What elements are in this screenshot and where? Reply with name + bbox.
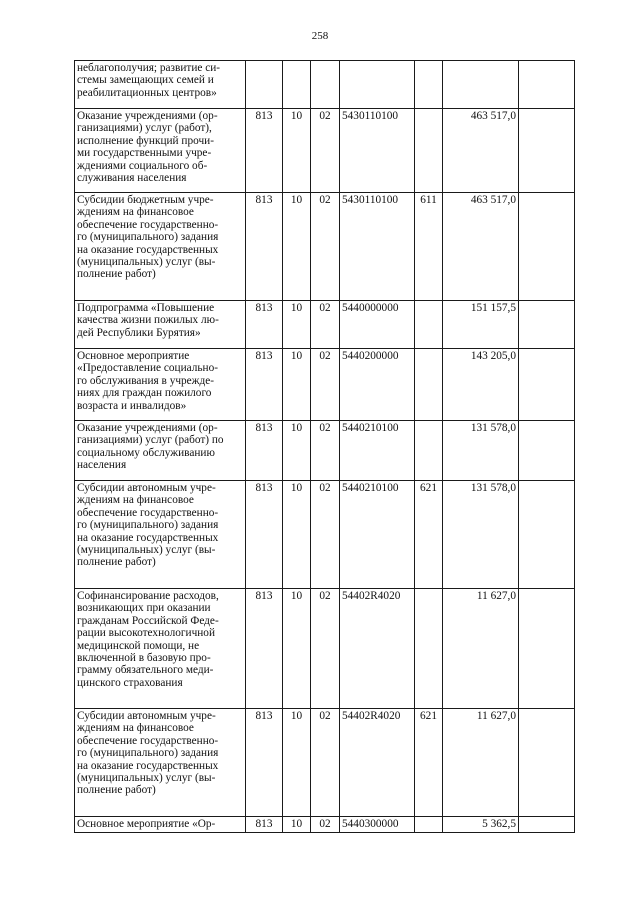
vr-cell: 621 — [415, 709, 443, 817]
amount-cell — [443, 61, 519, 109]
table-row — [75, 349, 575, 421]
row-name-line: Оказание учреждениями (ор- — [77, 110, 218, 122]
pr-cell: 02 — [311, 109, 340, 193]
amount-cell: 131 578,0 — [443, 481, 519, 589]
csr-cell: 5440200000 — [340, 349, 415, 421]
row-name-line: возраста и инвалидов» — [77, 399, 187, 412]
pr-cell: 02 — [311, 349, 340, 421]
csr-cell: 5430110100 — [340, 193, 415, 301]
row-name-line: возникающих при оказании — [77, 602, 211, 615]
rz-cell: 10 — [283, 349, 311, 421]
pr-cell: 02 — [311, 301, 340, 349]
table-row — [75, 193, 575, 301]
table-row — [75, 589, 575, 709]
row-name-line: (муниципальных) услуг (вы- — [77, 544, 216, 557]
row-name-cell — [75, 589, 246, 709]
ved-cell: 813 — [246, 421, 283, 481]
row-name-line: Подпрограмма «Повышение — [77, 302, 215, 314]
rz-cell — [283, 61, 311, 109]
row-name-line: Оказание учреждениями (ор- — [77, 422, 218, 434]
csr-cell: 54402R4020 — [340, 589, 415, 709]
ved-cell: 813 — [246, 709, 283, 817]
amount-cell: 11 627,0 — [443, 709, 519, 817]
pr-cell — [311, 61, 340, 109]
row-name-line: населения — [77, 459, 127, 472]
row-name-line: обеспечение государственно- — [77, 506, 219, 519]
row-name-line: (муниципальных) услуг (вы- — [77, 256, 216, 269]
amount-cell: 11 627,0 — [443, 589, 519, 709]
ved-cell: 813 — [246, 193, 283, 301]
vr-cell — [415, 109, 443, 193]
row-name-line: Софинансирование расходов, — [77, 590, 219, 602]
rz-cell: 10 — [283, 709, 311, 817]
row-name-line: на оказание государственных — [77, 243, 219, 256]
row-name-line: (муниципальных) услуг (вы- — [77, 772, 216, 785]
table-row — [75, 421, 575, 481]
row-name-line: гражданам Российской Феде- — [77, 614, 219, 627]
amount-cell: 131 578,0 — [443, 421, 519, 481]
pr-cell: 02 — [311, 421, 340, 481]
extra-cell — [519, 589, 575, 709]
row-name-line: го обслуживания в учрежде- — [77, 374, 215, 387]
extra-cell — [519, 109, 575, 193]
row-name-line: неблагополучия; развитие си- — [77, 62, 221, 74]
extra-cell — [519, 301, 575, 349]
row-name-line: полнение работ) — [77, 556, 156, 569]
row-name-line: го (муниципального) задания — [77, 747, 219, 760]
row-name-line: медицинской помощи, не — [77, 639, 200, 652]
pr-cell: 02 — [311, 817, 340, 833]
rz-cell: 10 — [283, 817, 311, 833]
row-name-cell — [75, 193, 246, 301]
extra-cell — [519, 61, 575, 109]
row-name-line: ждениями социального об- — [77, 159, 208, 172]
csr-cell: 54402R4020 — [340, 709, 415, 817]
budget-table — [74, 60, 575, 833]
row-name-line: Субсидии автономным учре- — [77, 710, 216, 722]
row-name-line: стемы замещающих семей и — [77, 74, 214, 87]
vr-cell — [415, 61, 443, 109]
csr-cell: 5440210100 — [340, 481, 415, 589]
pr-cell: 02 — [311, 481, 340, 589]
vr-cell — [415, 301, 443, 349]
table-row — [75, 709, 575, 817]
amount-cell: 5 362,5 — [443, 817, 519, 833]
row-name-line: Основное мероприятие — [77, 350, 190, 362]
row-name-line: рации высокотехнологичной — [77, 627, 216, 640]
row-name-line: го (муниципального) задания — [77, 231, 219, 244]
extra-cell — [519, 817, 575, 833]
row-name-cell — [75, 421, 246, 481]
extra-cell — [519, 481, 575, 589]
row-name-line: Основное мероприятие «Ор- — [77, 818, 216, 830]
table-row — [75, 817, 575, 833]
extra-cell — [519, 349, 575, 421]
rz-cell: 10 — [283, 481, 311, 589]
page-number: 258 — [311, 30, 329, 42]
extra-cell — [519, 193, 575, 301]
extra-cell — [519, 709, 575, 817]
row-name-line: го (муниципального) задания — [77, 519, 219, 532]
row-name-line: на оказание государственных — [77, 531, 219, 544]
csr-cell: 5440210100 — [340, 421, 415, 481]
ved-cell: 813 — [246, 349, 283, 421]
row-name-line: полнение работ) — [77, 268, 156, 281]
ved-cell — [246, 61, 283, 109]
row-name-line: ждениям на финансовое — [77, 722, 194, 735]
rz-cell: 10 — [283, 109, 311, 193]
row-name-line: ждениям на финансовое — [77, 494, 194, 507]
table-row — [75, 61, 575, 109]
row-name-line: Субсидии бюджетным учре- — [77, 194, 214, 206]
vr-cell: 611 — [415, 193, 443, 301]
extra-cell — [519, 421, 575, 481]
row-name-line: цинского страхования — [77, 676, 183, 689]
ved-cell: 813 — [246, 589, 283, 709]
pr-cell: 02 — [311, 709, 340, 817]
csr-cell: 5440000000 — [340, 301, 415, 349]
vr-cell: 621 — [415, 481, 443, 589]
ved-cell: 813 — [246, 817, 283, 833]
row-name-line: качества жизни пожилых лю- — [77, 314, 219, 327]
amount-cell: 151 157,5 — [443, 301, 519, 349]
amount-cell: 463 517,0 — [443, 193, 519, 301]
pr-cell: 02 — [311, 589, 340, 709]
vr-cell — [415, 421, 443, 481]
row-name-line: ми государственными учре- — [77, 147, 212, 160]
rz-cell: 10 — [283, 301, 311, 349]
csr-cell: 5430110100 — [340, 109, 415, 193]
row-name-cell — [75, 61, 246, 109]
row-name-line: на оказание государственных — [77, 759, 219, 772]
rz-cell: 10 — [283, 589, 311, 709]
row-name-line: ждениям на финансовое — [77, 206, 194, 219]
pr-cell: 02 — [311, 193, 340, 301]
row-name-line: обеспечение государственно- — [77, 218, 219, 231]
row-name-line: обеспечение государственно- — [77, 734, 219, 747]
row-name-line: ганизациями) услуг (работ), — [77, 122, 212, 135]
row-name-cell — [75, 817, 246, 833]
rz-cell: 10 — [283, 193, 311, 301]
row-name-cell — [75, 349, 246, 421]
row-name-cell — [75, 481, 246, 589]
amount-cell: 463 517,0 — [443, 109, 519, 193]
amount-cell: 143 205,0 — [443, 349, 519, 421]
row-name-line: полнение работ) — [77, 784, 156, 797]
table-row — [75, 301, 575, 349]
row-name-cell — [75, 301, 246, 349]
table-row — [75, 109, 575, 193]
row-name-line: включенной в базовую про- — [77, 652, 211, 665]
table-row — [75, 481, 575, 589]
row-name-line: ганизациями) услуг (работ) по — [77, 434, 224, 447]
csr-cell: 5440300000 — [340, 817, 415, 833]
ved-cell: 813 — [246, 109, 283, 193]
row-name-line: «Предоставление социально- — [77, 362, 218, 375]
row-name-line: реабилитационных центров» — [77, 86, 217, 99]
row-name-cell — [75, 709, 246, 817]
row-name-line: грамму обязательного меди- — [77, 664, 214, 677]
row-name-line: служивания населения — [77, 172, 187, 185]
csr-cell — [340, 61, 415, 109]
row-name-line: социальному обслуживанию — [77, 446, 215, 459]
ved-cell: 813 — [246, 481, 283, 589]
vr-cell — [415, 817, 443, 833]
row-name-line: дей Республики Бурятия» — [77, 326, 201, 339]
row-name-line: исполнение функций прочи- — [77, 134, 214, 147]
row-name-cell — [75, 109, 246, 193]
rz-cell: 10 — [283, 421, 311, 481]
ved-cell: 813 — [246, 301, 283, 349]
vr-cell — [415, 349, 443, 421]
table-body — [75, 61, 575, 833]
row-name-line: Субсидии автономным учре- — [77, 482, 216, 494]
vr-cell — [415, 589, 443, 709]
row-name-line: ниях для граждан пожилого — [77, 387, 212, 400]
